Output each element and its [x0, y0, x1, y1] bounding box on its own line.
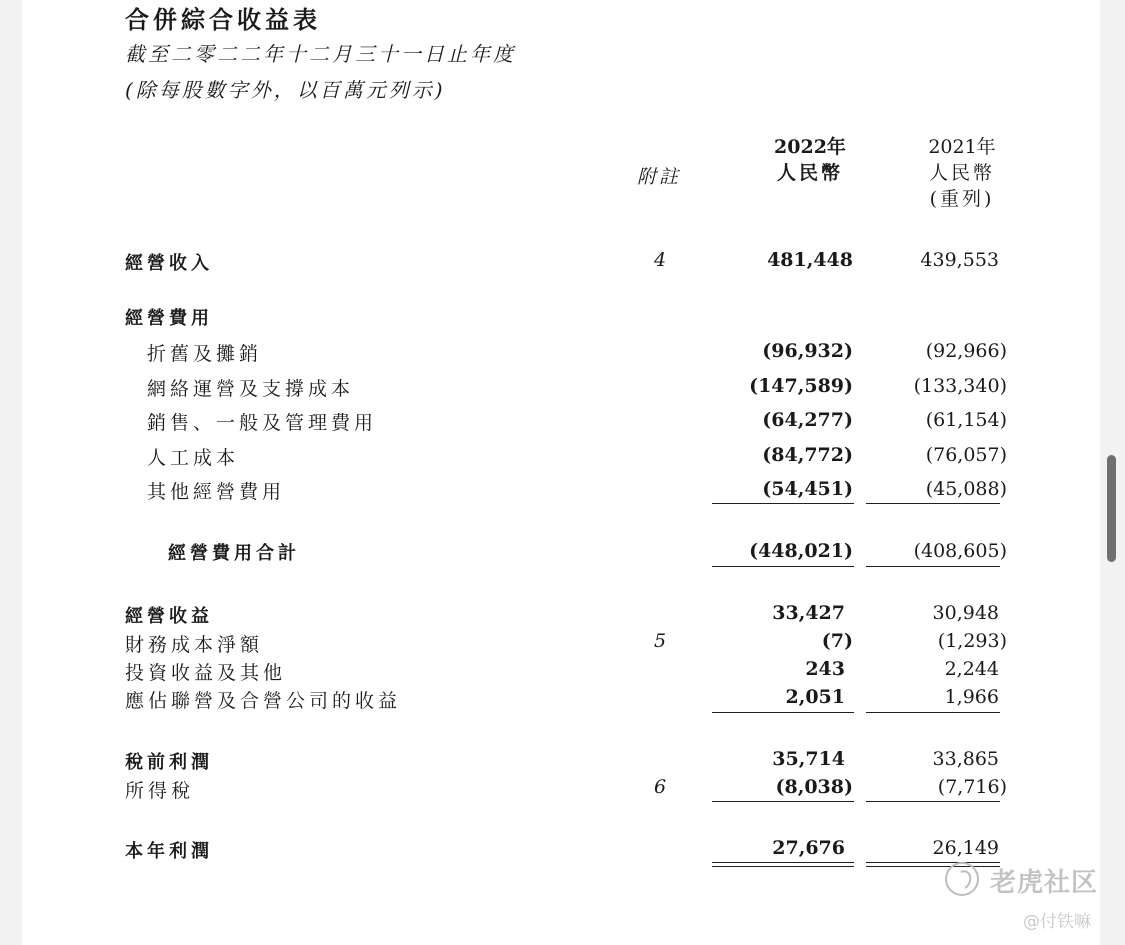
currency-2022: 人民幣 — [776, 162, 843, 184]
pretax-rule-2021 — [866, 712, 1000, 713]
value-2022-finance: (7) — [821, 630, 853, 652]
value-2021-revenue: 439,553 — [920, 249, 999, 271]
total-rule-2021 — [866, 566, 1000, 567]
row-label-finance: 財務成本淨額 — [125, 634, 264, 656]
currency-2021: 人民幣 — [928, 162, 995, 184]
subtotal-rule-2022 — [712, 503, 854, 504]
row-note-revenue: 4 — [654, 249, 667, 271]
column-header-2022 — [760, 134, 860, 186]
net-rule-2021 — [866, 801, 1000, 802]
value-2022-total-opex: (448,021) — [749, 540, 853, 562]
value-2021-personnel: (76,057) — [925, 444, 1007, 466]
value-2021-net-profit: 26,149 — [932, 837, 999, 859]
pretax-rule-2022 — [712, 712, 854, 713]
value-2021-associates: 1,966 — [944, 686, 999, 708]
row-label-investment: 投資收益及其他 — [125, 662, 287, 684]
value-2022-associates: 2,051 — [785, 686, 845, 708]
value-2022-op-income: 33,427 — [772, 602, 845, 624]
row-label-network: 網絡運營及支撐成本 — [147, 378, 355, 400]
subtotal-rule-2021 — [866, 503, 1000, 504]
row-label-depreciation: 折舊及攤銷 — [147, 343, 263, 365]
row-label-revenue: 經營收入 — [125, 253, 213, 274]
unit-note: (除每股數字外，以百萬元列示) — [125, 78, 446, 102]
scrollbar-thumb[interactable] — [1107, 455, 1116, 562]
row-note-tax: 6 — [654, 776, 667, 798]
value-2021-finance: (1,293) — [937, 630, 1007, 652]
year-2021: 2021年 — [928, 136, 996, 158]
double-rule-top-2022 — [712, 862, 854, 863]
value-2021-selling: (61,154) — [925, 409, 1007, 431]
restated-note: (重列) — [929, 188, 995, 210]
row-label-net-profit: 本年利潤 — [125, 841, 213, 862]
row-label-total-opex: 經營費用合計 — [168, 543, 300, 564]
value-2022-net-profit: 27,676 — [772, 837, 845, 859]
row-label-tax: 所得稅 — [125, 780, 195, 802]
value-2021-tax: (7,716) — [937, 776, 1007, 798]
watermark-author: @付铁嘛 — [1023, 912, 1091, 932]
total-rule-2022 — [712, 566, 854, 567]
value-2022-depreciation: (96,932) — [762, 340, 853, 362]
value-2022-revenue: 481,448 — [767, 249, 853, 271]
year-2022: 2022年 — [774, 136, 846, 158]
value-2021-other-opex: (45,088) — [925, 478, 1007, 500]
column-header-2021 — [912, 134, 1012, 212]
row-label-selling: 銷售、一般及管理費用 — [147, 412, 378, 434]
value-2021-total-opex: (408,605) — [913, 540, 1007, 562]
net-rule-2022 — [712, 801, 854, 802]
value-2022-network: (147,589) — [749, 375, 853, 397]
row-label-op-income: 經營收益 — [125, 606, 213, 627]
value-2022-tax: (8,038) — [775, 776, 853, 798]
row-label-pretax: 稅前利潤 — [125, 752, 213, 773]
watermark-logo-icon — [945, 862, 979, 896]
double-rule-bottom-2022 — [712, 866, 854, 867]
value-2021-op-income: 30,948 — [932, 602, 999, 624]
value-2022-investment: 243 — [805, 658, 845, 680]
value-2021-network: (133,340) — [913, 375, 1007, 397]
period-subtitle: 截至二零二二年十二月三十一日止年度 — [125, 42, 516, 66]
value-2021-pretax: 33,865 — [932, 748, 999, 770]
note-column-header: 附註 — [637, 166, 682, 188]
row-note-finance: 5 — [654, 630, 667, 652]
row-label-personnel: 人工成本 — [147, 447, 240, 469]
double-rule-top-2021 — [866, 862, 1000, 863]
value-2021-investment: 2,244 — [944, 658, 999, 680]
page-title: 合併綜合收益表 — [125, 6, 321, 34]
value-2022-selling: (64,277) — [762, 409, 853, 431]
double-rule-bottom-2021 — [866, 866, 1000, 867]
row-label-associates: 應佔聯營及合營公司的收益 — [125, 690, 402, 712]
value-2021-depreciation: (92,966) — [925, 340, 1007, 362]
row-label-other-opex: 其他經營費用 — [147, 481, 286, 503]
section-label-opex: 經營費用 — [125, 308, 213, 329]
value-2022-other-opex: (54,451) — [762, 478, 853, 500]
value-2022-pretax: 35,714 — [772, 748, 845, 770]
value-2022-personnel: (84,772) — [762, 444, 853, 466]
watermark-brand: 老虎社区 — [990, 868, 1099, 898]
